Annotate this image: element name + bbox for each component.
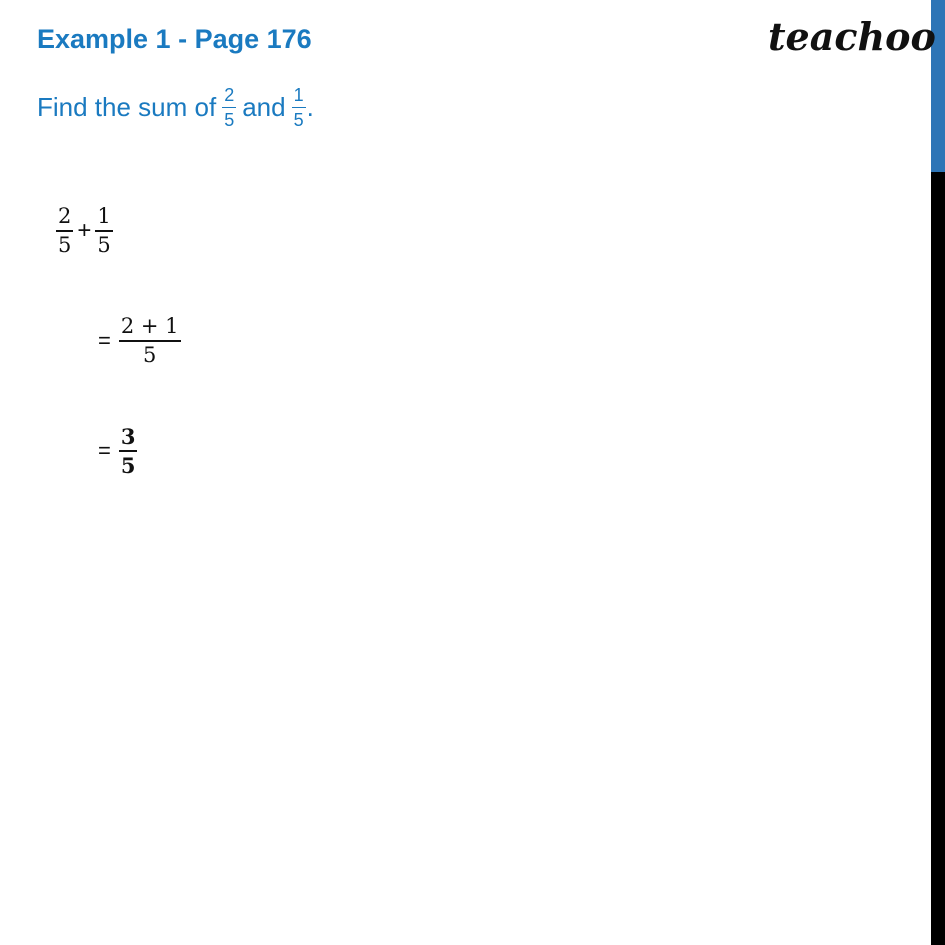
fraction-numerator: 2 + 1 — [120, 314, 179, 338]
question-fraction-1 — [222, 86, 236, 129]
teachoo-logo: teachoo — [768, 14, 936, 59]
equals-sign: = — [98, 437, 111, 463]
fraction-bar — [119, 450, 138, 452]
page-title: Example 1 - Page 176 — [37, 24, 312, 54]
fraction-numerator: 1 — [97, 204, 111, 228]
plus-operator: + — [77, 216, 92, 244]
step2-fraction — [119, 316, 181, 366]
fraction-denominator: 5 — [58, 232, 72, 257]
fraction-bar — [95, 230, 112, 232]
fraction-denominator: 5 — [97, 232, 111, 257]
question-text — [37, 86, 314, 129]
fraction-bar — [119, 340, 181, 342]
fraction-bar — [56, 230, 73, 232]
answer-fraction — [119, 426, 138, 476]
question-fraction-2 — [292, 86, 306, 129]
step1-fraction-2 — [95, 206, 112, 256]
solution-step-1 — [56, 206, 113, 256]
fraction-numerator: 2 — [224, 85, 235, 105]
fraction-bar — [292, 107, 306, 108]
fraction-bar — [222, 107, 236, 108]
equals-sign: = — [98, 327, 111, 353]
fraction-numerator: 2 — [58, 204, 72, 228]
fraction-denominator: 5 — [120, 452, 136, 478]
fraction-denominator: 5 — [143, 342, 157, 367]
question-connector: and — [242, 92, 286, 123]
fraction-numerator: 1 — [293, 85, 304, 105]
question-prefix: Find the sum of — [37, 92, 217, 123]
question-suffix: . — [306, 92, 314, 123]
fraction-denominator: 5 — [293, 110, 304, 131]
fraction-numerator: 3 — [120, 424, 136, 449]
fraction-denominator: 5 — [224, 110, 235, 131]
solution-step-3 — [98, 426, 137, 476]
step1-fraction-1 — [56, 206, 73, 256]
solution-step-2 — [98, 316, 181, 366]
